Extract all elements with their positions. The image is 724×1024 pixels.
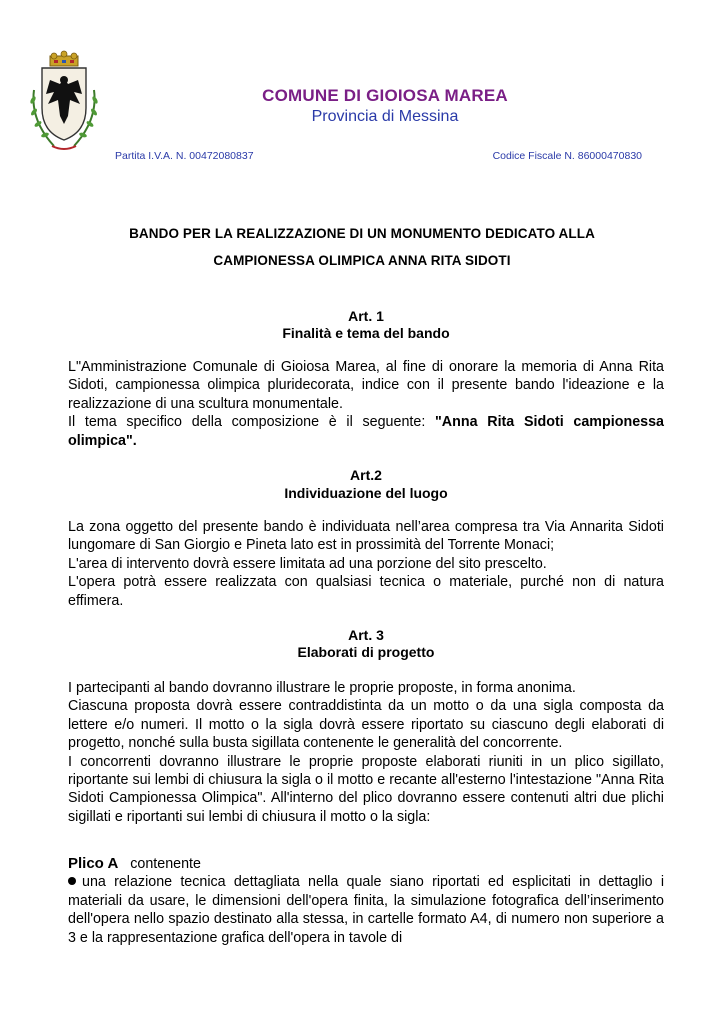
art1-text-2 [68,413,664,450]
province-subtitle: Provincia di Messina [311,108,459,125]
partita-iva: Partita I.V.A. N. 00472080837 [115,150,254,162]
art3-body [68,679,664,826]
art3-text-3: I concorrenti dovranno illustrare le proprie proposte elaborati riuniti in un plico sigillato, riportante sui lembi di chiusura la sigla o il motto e recante all'esterno l'intestazione "Anna Rita Sidoti Campionessa Olimpica". All'interno del plico dovranno essere contenuti altri due plichi sigillati e riportanti sui lembi di chiusura il motto o la sigla: [68,753,664,825]
art3-text-2: Ciascuna proposta dovrà essere contraddistinta da un motto o da una sigla composta da lettere e/o numeri. Il motto o la sigla dovrà essere riportato su ciascuno degli elaborati di progetto, nonché sulla busta sigillata contenente le generalità del concorrente. [68,698,664,752]
art1-text-2-theme: "Anna Rita Sidoti campionessa olimpica". [68,414,664,449]
art1-body [68,358,664,450]
art2-body [68,518,664,610]
plico-a-heading [68,855,664,873]
art2-text-3: L'opera potrà essere realizzata con qualsiasi tecnica o materiale, purché non di natura effimera. [68,574,664,609]
art2-number: Art.2 [350,467,382,483]
bando-title-line-2: CAMPIONESSA OLIMPICA ANNA RITA SIDOTI [213,253,511,268]
art3-title: Elaborati di progetto [297,644,435,660]
plico-a-subtitle: contenente [130,856,201,872]
art1-number: Art. 1 [348,308,384,324]
plico-a-title: Plico A [68,855,119,872]
art1-text-1: L"Amministrazione Comunale di Gioiosa Marea, al fine di onorare la memoria di Anna Rita Sidoti, campionessa olimpica pluridecorata, indice con il presente bando l'ideazione e la realizzazione di una scultura monumentale. [68,359,664,412]
art3-number: Art. 3 [348,627,384,643]
art1-text-2-prefix: Il tema specifico della composizione è il seguente: [68,414,436,431]
bando-title-line-1: BANDO PER LA REALIZZAZIONE DI UN MONUMENTO DEDICATO ALLA [129,226,595,241]
municipality-title: COMUNE DI GIOIOSA MAREA [262,86,508,105]
plico-a-bullet-item [68,873,664,947]
codice-fiscale: Codice Fiscale N. 86000470830 [492,150,642,162]
bullet-icon [68,877,76,885]
plico-a-bullet-text: una relazione tecnica dettagliata nella quale siano riportati ed esplicitati in dettaglio i materiali da usare, le dimensioni dell'opera finita, la simulazione fotografica dell’inserimento dell'opera nello spazio destinato alla stessa, in cartelle formato A4, di numero non superiore a 3 e la rappresentazione grafica dell'opera in tavole di [68,874,664,946]
art2-title: Individuazione del luogo [284,485,448,501]
art2-text-2: L'area di intervento dovrà essere limitata ad una porzione del sito prescelto. [68,555,547,572]
plico-a-section [68,855,664,947]
municipal-crest-icon [24,50,104,156]
art3-text-1: I partecipanti al bando dovranno illustrare le proprie proposte, in forma anonima. [68,680,576,696]
art2-text-1: La zona oggetto del presente bando è individuata nell’area compresa tra Via Annarita Sidoti lungomare di San Giorgio e Pineta lato est in prossimità del Torrente Monaci; [68,519,664,554]
art1-title: Finalità e tema del bando [282,325,450,341]
